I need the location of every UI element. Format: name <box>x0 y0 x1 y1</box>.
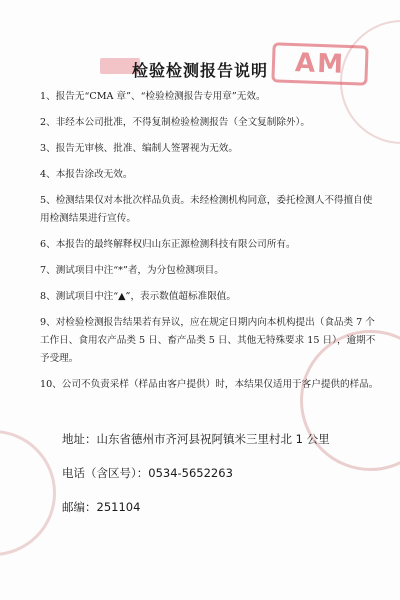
red-seal-left <box>0 430 56 556</box>
clause-item: 8、测试项目中注“▲”，表示数值超标准限值。 <box>40 291 236 302</box>
cma-stamp: AM <box>271 42 368 85</box>
address-line: 地址：山东省德州市齐河县祝阿镇米三里村北 1 公里 <box>62 432 330 446</box>
document-title: 检验检测报告说明 <box>131 61 268 80</box>
clause-item: 6、本报告的最终解释权归山东正源检测科技有限公司所有。 <box>40 239 296 250</box>
clause-item: 3、报告无审核、批准、编制人签署视为无效。 <box>40 143 238 154</box>
clause-item: 9、对检验检测报告结果若有异议，应在规定日期内向本机构提出（食品类 7 个工作日、食用农产品类 5 日、畜产品类 5 日、其他无特殊要求 15 日），逾期不予受理。 <box>40 317 376 364</box>
contact-block <box>62 428 392 530</box>
clause-item: 10、公司不负责采样（样品由客户提供）时，本结果仅适用于客户提供的样品。 <box>40 379 379 390</box>
clause-item: 7、测试项目中注“*”者，为分包检测项目。 <box>40 265 224 276</box>
clause-item: 2、非经本公司批准，不得复制检验检测报告（全文复制除外）。 <box>40 117 310 128</box>
postcode-line: 邮编：251104 <box>62 500 141 514</box>
clause-item: 1、报告无“CMA 章”、“检验检测报告专用章”无效。 <box>40 91 266 102</box>
clause-item: 5、检测结果仅对本批次样品负责。未经检测机构同意，委托检测人不得擅自使用检测结果进行宣传。 <box>40 195 373 224</box>
clause-item: 4、本报告涂改无效。 <box>40 169 133 180</box>
phone-line: 电话（含区号）：0534-5652263 <box>62 466 233 480</box>
